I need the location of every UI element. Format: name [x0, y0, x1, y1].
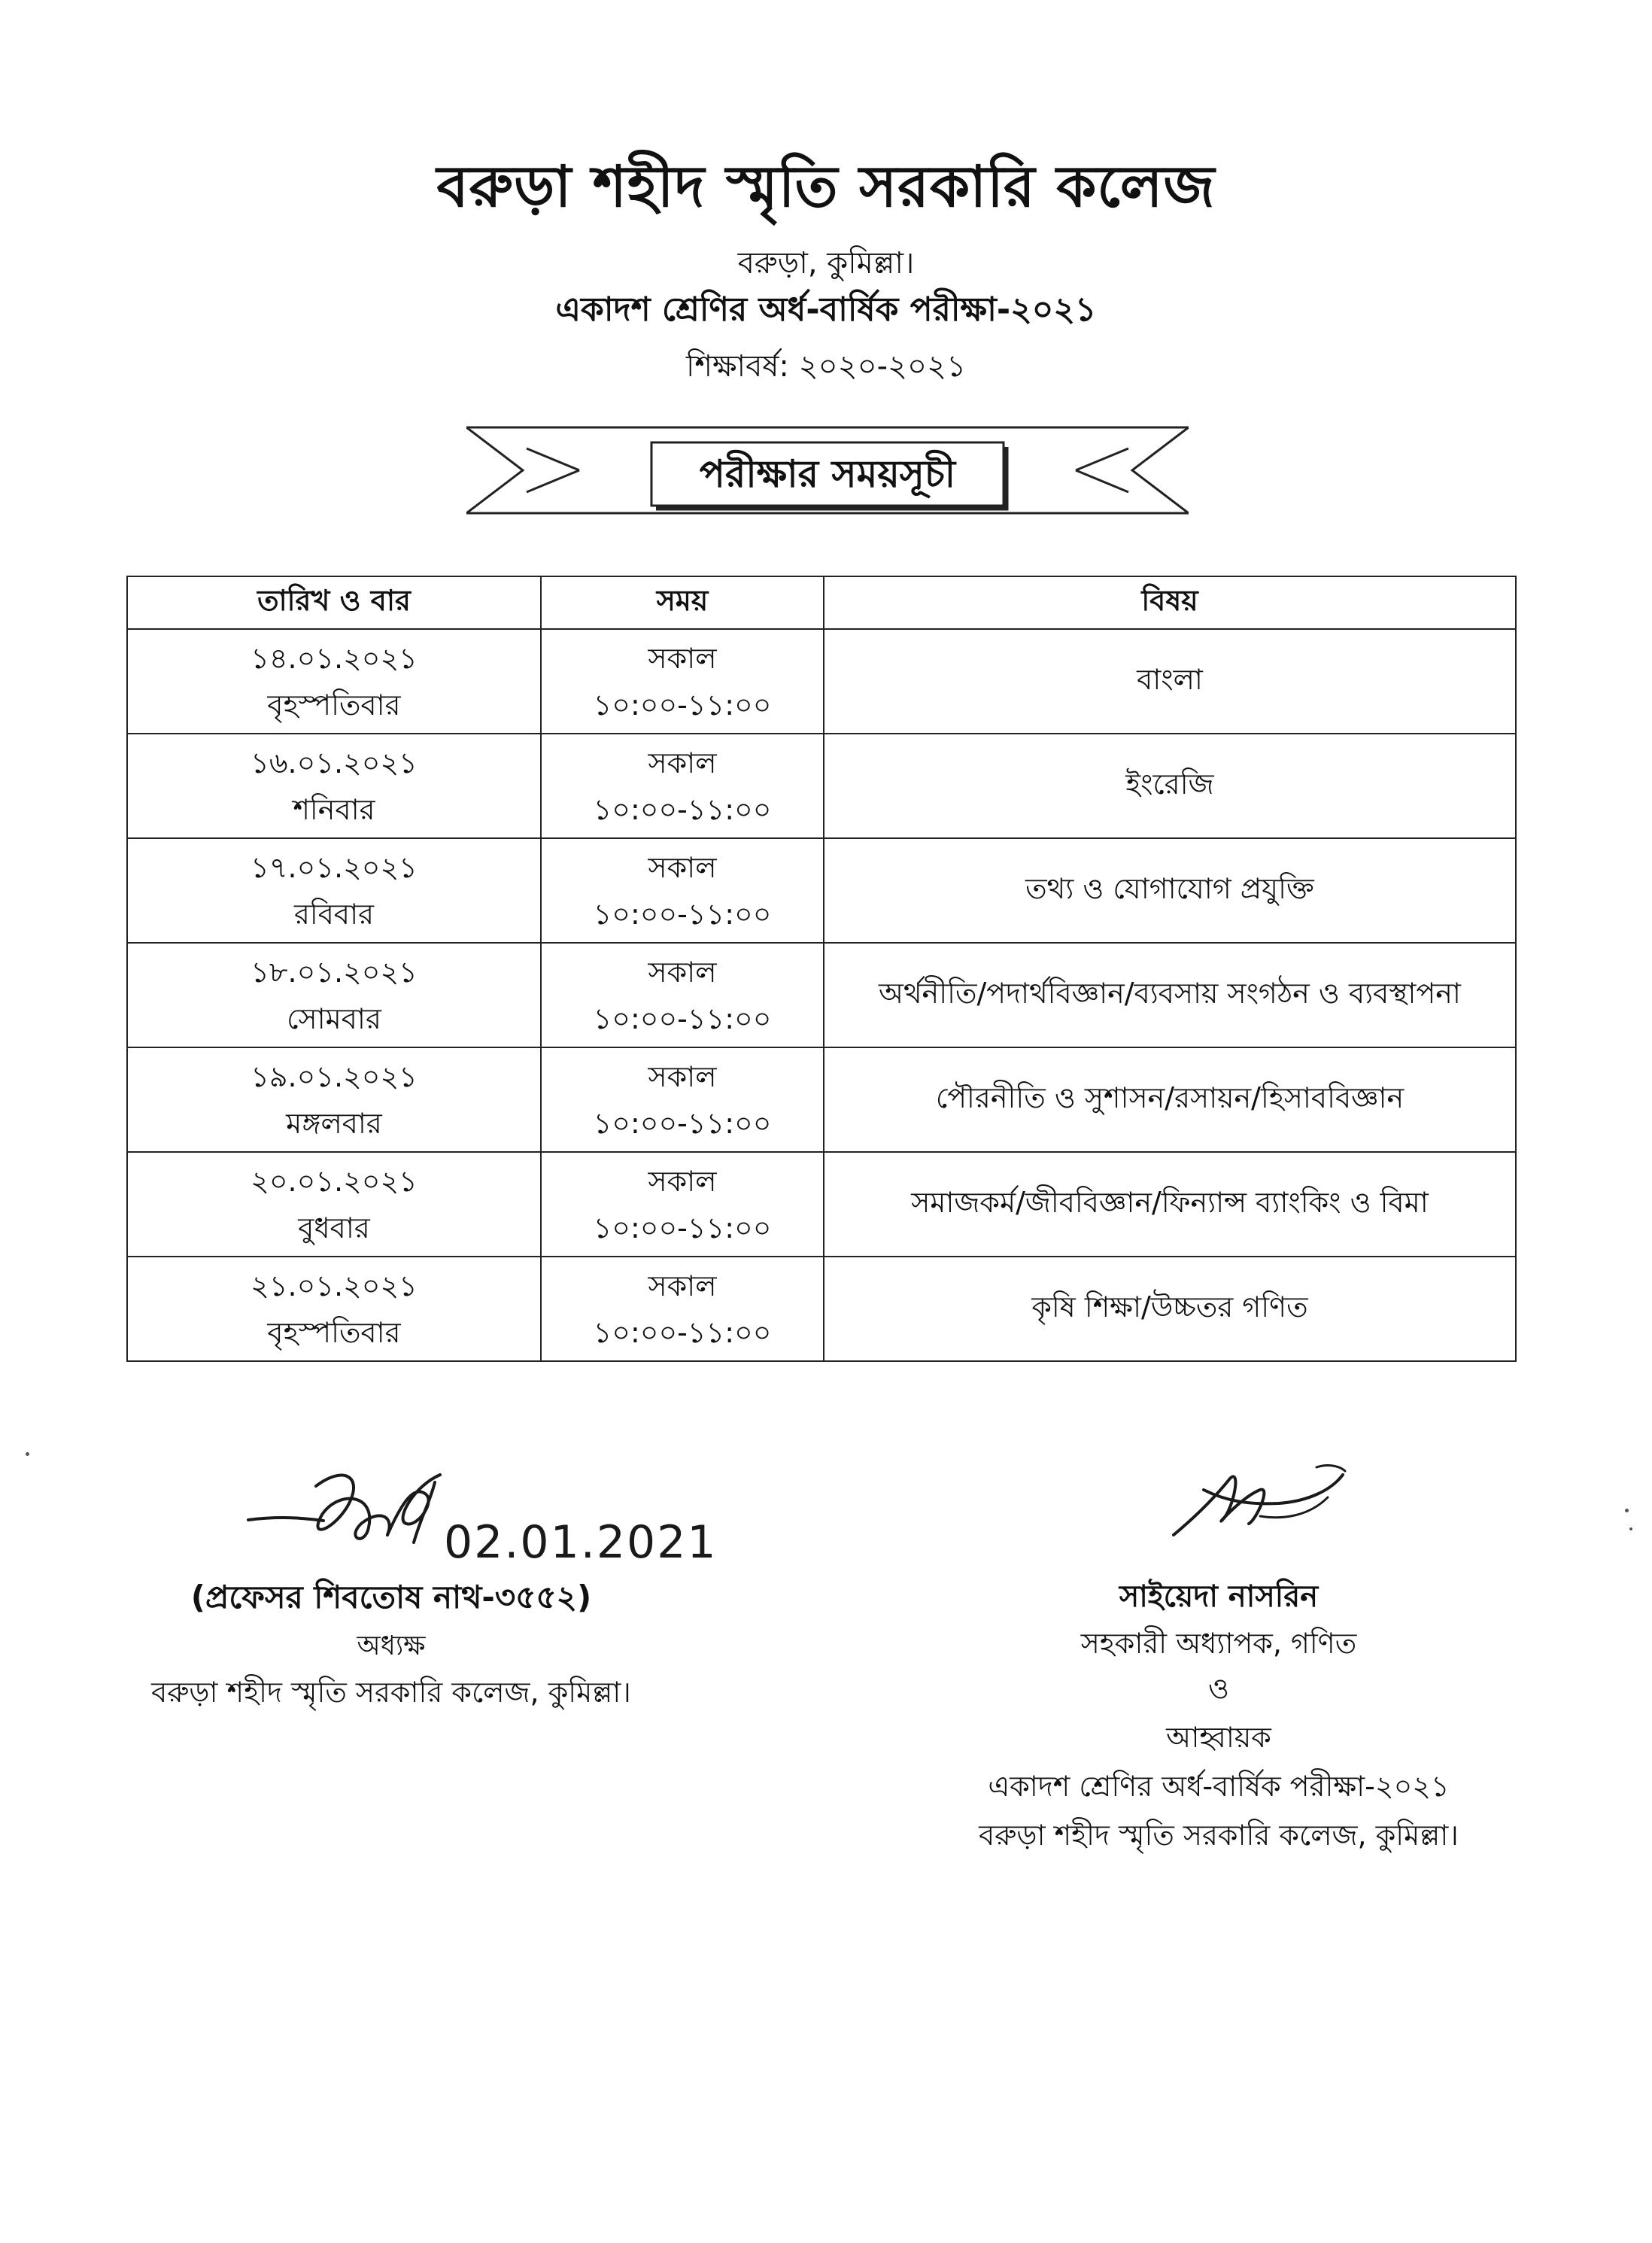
date-day-cell: [127, 943, 541, 1047]
exam-time: ১০:০০-১১:০০: [593, 897, 772, 931]
table-header-row: [127, 576, 1516, 629]
exam-date: ২১.০১.২০২১: [251, 1269, 418, 1302]
college-name: বরুড়া শহীদ স্মৃতি সরকারি কলেজ: [436, 153, 1216, 220]
exam-shift: সকাল: [648, 1059, 717, 1093]
exam-time: ১০:০০-১১:০০: [593, 1001, 772, 1035]
exam-date: ১৬.০১.২০২১: [251, 746, 418, 780]
date-day-cell: [127, 1047, 541, 1152]
exam-date: ১৭.০১.২০২১: [251, 850, 418, 884]
exam-time: ১০:০০-১১:০০: [593, 688, 772, 722]
time-cell: [541, 734, 824, 838]
table-row: [127, 1047, 1516, 1152]
exam-day: সোমবার: [287, 1001, 381, 1035]
date-day-cell: [127, 1257, 541, 1361]
scan-speck: [26, 1452, 29, 1456]
principal-title: অধ্যক্ষ: [357, 1631, 426, 1661]
header-subject: বিষয়: [824, 576, 1516, 629]
scan-speck: [1629, 1527, 1632, 1530]
convener-college: বরুড়া শহীদ স্মৃতি সরকারি কলেজ, কুমিল্লা।: [979, 1819, 1459, 1852]
subject-cell: বাংলা: [824, 629, 1516, 734]
table-row: [127, 943, 1516, 1047]
exam-title: একাদশ শ্রেণির অর্ধ-বার্ষিক পরীক্ষা-২০২১: [555, 290, 1097, 329]
principal-name: (প্রফেসর শিবতোষ নাথ-৩৫৫২): [190, 1579, 592, 1615]
header-time: সময়: [541, 576, 824, 629]
schedule-title: পরীক্ষার সময়সূচী: [699, 452, 956, 496]
academic-session: শিক্ষাবর্ষ: ২০২০-২০২১: [685, 349, 967, 384]
convener-name: সাইয়েদা নাসরিন: [1119, 1579, 1319, 1614]
subject-cell: সমাজকর্ম/জীববিজ্ঞান/ফিন্যান্স ব্যাংকিং ও বিমা: [824, 1152, 1516, 1257]
exam-date: ২০.০১.২০২১: [251, 1164, 418, 1198]
convener-role: আহ্বায়ক: [1166, 1721, 1271, 1754]
table-row: [127, 838, 1516, 943]
exam-shift: সকাল: [648, 641, 717, 675]
exam-time: ১০:০০-১১:০০: [593, 792, 772, 826]
time-cell: [541, 1257, 824, 1361]
table-row: [127, 1152, 1516, 1257]
table-row: [127, 1257, 1516, 1361]
signature-date: 02.01.2021: [444, 1516, 718, 1569]
exam-shift: সকাল: [648, 1164, 717, 1198]
subject-cell: ইংরেজি: [824, 734, 1516, 838]
table-row: [127, 734, 1516, 838]
exam-shift: সকাল: [648, 746, 717, 780]
exam-day: বৃহস্পতিবার: [267, 688, 401, 722]
exam-shift: সকাল: [648, 1269, 717, 1302]
exam-schedule-table: [126, 576, 1517, 1362]
exam-time: ১০:০০-১১:০০: [593, 1315, 772, 1349]
date-day-cell: [127, 1152, 541, 1257]
time-cell: [541, 838, 824, 943]
college-location: বরুড়া, কুমিল্লা।: [737, 246, 915, 281]
time-cell: [541, 629, 824, 734]
convener-conjunction: ও: [1208, 1672, 1229, 1705]
principal-college: বরুড়া শহীদ স্মৃতি সরকারি কলেজ, কুমিল্লা।: [151, 1676, 631, 1709]
convener-exam: একাদশ শ্রেণির অর্ধ-বার্ষিক পরীক্ষা-২০২১: [988, 1770, 1450, 1803]
exam-date: ১৪.০১.২০২১: [251, 641, 418, 675]
time-cell: [541, 943, 824, 1047]
convener-designation: সহকারী অধ্যাপক, গণিত: [1080, 1627, 1357, 1660]
date-day-cell: [127, 734, 541, 838]
exam-date: ১৮.০১.২০২১: [251, 955, 418, 989]
exam-day: বুধবার: [298, 1211, 370, 1245]
subject-cell: পৌরনীতি ও সুশাসন/রসায়ন/হিসাববিজ্ঞান: [824, 1047, 1516, 1152]
table-row: [127, 629, 1516, 734]
subject-cell: তথ্য ও যোগাযোগ প্রযুক্তি: [824, 838, 1516, 943]
exam-shift: সকাল: [648, 955, 717, 989]
exam-date: ১৯.০১.২০২১: [251, 1059, 418, 1093]
exam-time: ১০:০০-১১:০০: [593, 1211, 772, 1245]
subject-cell: কৃষি শিক্ষা/উচ্চতর গণিত: [824, 1257, 1516, 1361]
scan-speck: [1625, 1509, 1629, 1512]
exam-time: ১০:০০-১১:০০: [593, 1106, 772, 1140]
convener-signature: [1159, 1445, 1354, 1558]
exam-day: শনিবার: [293, 792, 375, 826]
time-cell: [541, 1152, 824, 1257]
header-date-day: তারিখ ও বার: [127, 576, 541, 629]
date-day-cell: [127, 838, 541, 943]
subject-cell: অর্থনীতি/পদার্থবিজ্ঞান/ব্যবসায় সংগঠন ও ব্যবস্থাপনা: [824, 943, 1516, 1047]
exam-day: মঙ্গলবার: [286, 1106, 382, 1140]
exam-day: বৃহস্পতিবার: [267, 1315, 401, 1349]
date-day-cell: [127, 629, 541, 734]
exam-shift: সকাল: [648, 850, 717, 884]
time-cell: [541, 1047, 824, 1152]
exam-day: রবিবার: [294, 897, 374, 931]
